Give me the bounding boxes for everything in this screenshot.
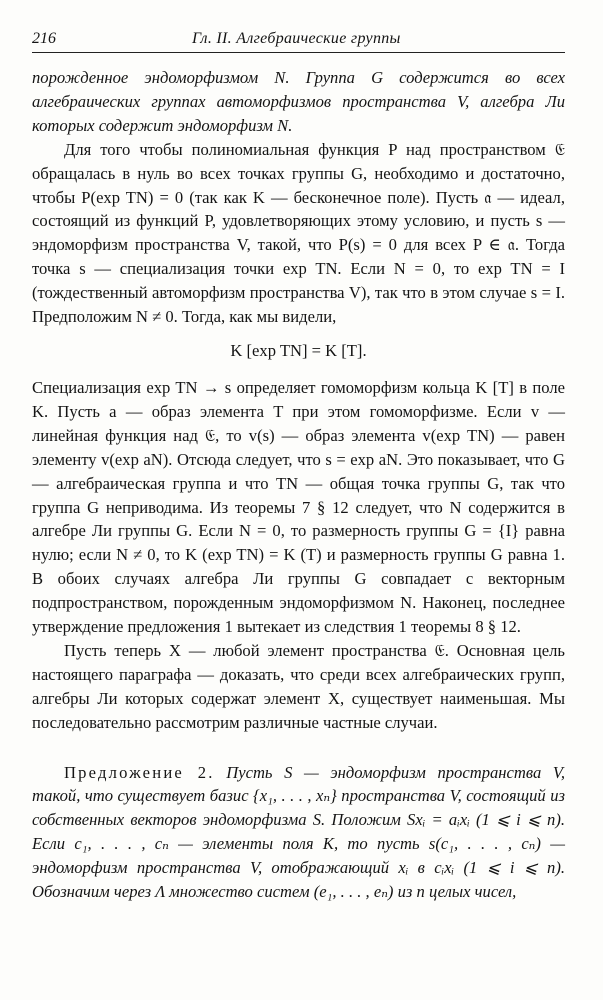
paragraph-proposition-2: [32, 761, 565, 904]
paragraph-goal: Пусть теперь X — любой элемент пространства 𝔈. Основная цель настоящего параграфа — доказать, что среди всех алгебраических групп, алгебры Ли которых содержат элемент X, существует наименьшая. Мы последовательно рассмотрим различные частные случаи.: [32, 640, 565, 732]
page-number: 216: [32, 30, 56, 47]
paragraph-proposition-end: порожденное эндоморфизмом N. Группа G содержится во всех алгебраических группах автоморфизмов пространства V, алгебра Ли которых содержит эндоморфизм N.: [32, 68, 565, 135]
running-title: Гл. II. Алгебраические группы: [192, 30, 401, 47]
proposition-label: Предложение 2.: [64, 762, 215, 782]
page-header: [32, 28, 565, 53]
page-body: [32, 66, 565, 904]
paragraph-proof: Для того чтобы полиномиальная функция P над пространством 𝔈 обращалась в нуль во всех точках группы G, необходимо и достаточно, чтобы P(exp TN) = 0 (так как K — бесконечное поле). Пусть 𝔞 — идеал, состоящий из функций P, удовлетворяющих этому условию, и пусть s — эндоморфизм пространства V, такой, что P(s) = 0 для всех P ∈ 𝔞. Тогда точка s — специализация точки exp TN. Если N = 0, то exp TN = I (тождественный автоморфизм пространства V), так что в этом случае s = I. Предположим N ≠ 0. Тогда, как мы видели,: [32, 139, 565, 327]
display-formula: K [exp TN] = K [T].: [230, 340, 367, 360]
section-gap: [32, 735, 565, 761]
proposition-2-text: Пусть S — эндоморфизм пространства V, такой, что существует базис {x₁, . . . , xₙ} пространства V, состоящий из собственных векторов эндоморфизма S. Положим Sxᵢ = aᵢxᵢ (1 ⩽ i ⩽ n). Если c₁, . . . , cₙ — элементы поля K, то пусть s(c₁, . . . , cₙ) — эндоморфизм пространства V, отображающий xᵢ в cᵢxᵢ (1 ⩽ i ⩽ n). Обозначим через Λ множество систем (e₁, . . . , eₙ) из n целых чисел,: [32, 762, 565, 902]
paragraph-specialization: Специализация exp TN → s определяет гомоморфизм кольца K [T] в поле K. Пусть a — образ элемента T при этом гомоморфизме. Если v — линейная функция над 𝔈, то v(s) — образ элемента v(exp TN) — равен элементу v(exp aN). Отсюда следует, что s = exp aN. Это показывает, что G — алгебраическая группа и что TN — общая точка группы G, так что группа G неприводима. Из теоремы 7 § 12 следует, что N содержится в алгебре Ли группы G. Если N = 0, то размерность группы G = {I} равна нулю; если N ≠ 0, то K (exp TN) = K (T) и размерность группы G равна 1. В обоих случаях алгебра Ли группы G совпадает с векторным подпространством, порожденным эндоморфизмом N. Наконец, последнее утверждение предложения 1 вытекает из следствия 1 теоремы 8 § 12.: [32, 377, 565, 637]
